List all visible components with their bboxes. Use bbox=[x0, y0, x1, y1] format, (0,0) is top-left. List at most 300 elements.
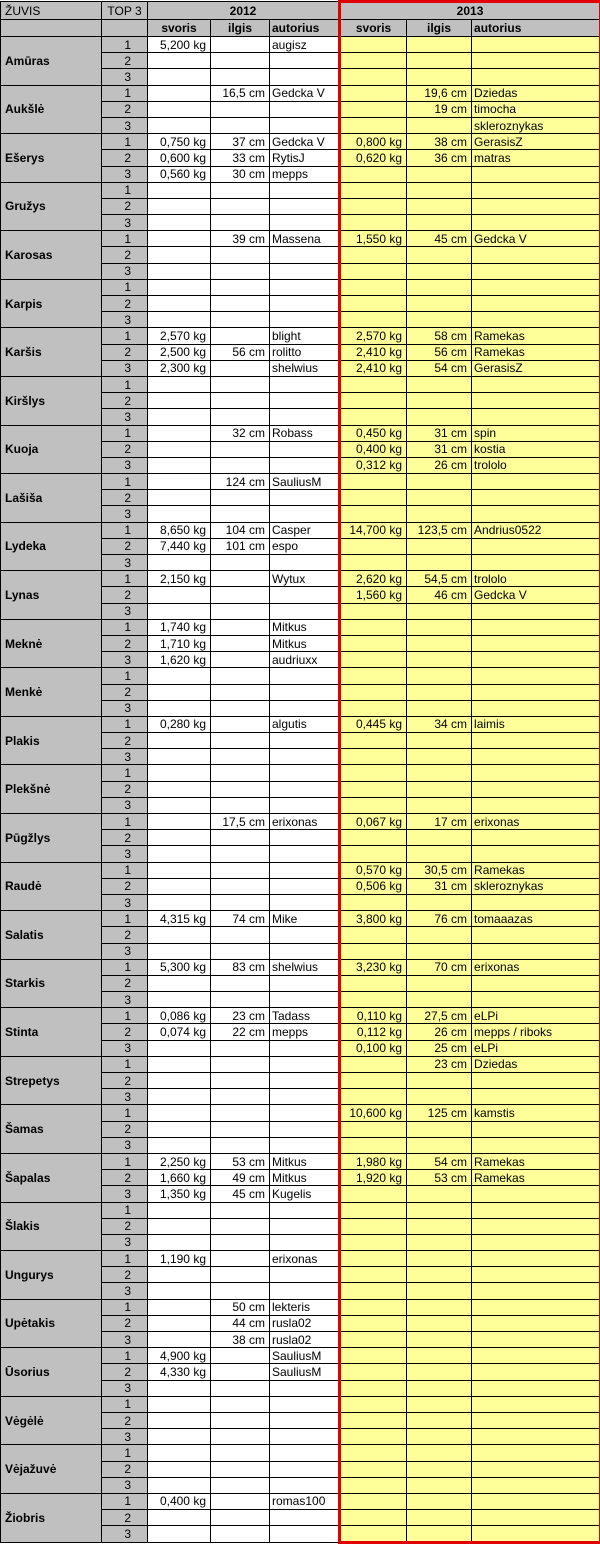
length-2013-cell bbox=[407, 1429, 472, 1445]
weight-2012-cell bbox=[148, 247, 211, 263]
length-2013-cell: 58 cm bbox=[407, 328, 472, 344]
table-row bbox=[1, 1396, 600, 1412]
table-row bbox=[1, 376, 600, 392]
weight-2013-cell bbox=[340, 1493, 407, 1509]
weight-2013-cell: 2,410 kg bbox=[340, 344, 407, 360]
length-2013-cell bbox=[407, 37, 472, 53]
weight-2013-cell: 14,700 kg bbox=[340, 522, 407, 538]
author-2013-cell bbox=[472, 1332, 600, 1348]
table-row bbox=[1, 571, 600, 587]
weight-2013-cell bbox=[340, 797, 407, 813]
author-2013-cell bbox=[472, 247, 600, 263]
length-2012-cell bbox=[211, 1251, 270, 1267]
rank-cell: 3 bbox=[102, 1380, 148, 1396]
table-row bbox=[1, 522, 600, 538]
weight-2012-header: svoris bbox=[148, 20, 211, 37]
rank-cell: 1 bbox=[102, 182, 148, 198]
rank-cell: 3 bbox=[102, 700, 148, 716]
author-2012-cell: augisz bbox=[270, 37, 340, 53]
author-2013-cell bbox=[472, 1364, 600, 1380]
weight-2013-cell: 0,400 kg bbox=[340, 441, 407, 457]
author-2012-cell bbox=[270, 749, 340, 765]
length-2013-cell bbox=[407, 1218, 472, 1234]
rank-cell: 3 bbox=[102, 555, 148, 571]
length-2012-cell bbox=[211, 1380, 270, 1396]
weight-2012-cell bbox=[148, 765, 211, 781]
weight-2013-cell: 0,506 kg bbox=[340, 878, 407, 894]
author-2013-cell bbox=[472, 1186, 600, 1202]
weight-2012-cell bbox=[148, 975, 211, 991]
rank-cell: 1 bbox=[102, 85, 148, 101]
length-2012-cell bbox=[211, 328, 270, 344]
fish-name: Šapalas bbox=[1, 1153, 102, 1202]
length-2013-cell bbox=[407, 846, 472, 862]
rank-cell: 3 bbox=[102, 1186, 148, 1202]
weight-2012-cell bbox=[148, 215, 211, 231]
rank-cell: 1 bbox=[102, 279, 148, 295]
fish-name: Amūras bbox=[1, 37, 102, 86]
rank-cell: 3 bbox=[102, 797, 148, 813]
author-2012-cell: mepps bbox=[270, 1024, 340, 1040]
author-2012-cell: Tadass bbox=[270, 1008, 340, 1024]
rank-cell: 2 bbox=[102, 1170, 148, 1186]
length-2012-cell bbox=[211, 878, 270, 894]
weight-2013-cell bbox=[340, 1332, 407, 1348]
weight-2013-cell bbox=[340, 652, 407, 668]
fish-name: Strepetys bbox=[1, 1056, 102, 1105]
weight-2012-cell bbox=[148, 425, 211, 441]
length-2013-cell bbox=[407, 490, 472, 506]
weight-2013-cell bbox=[340, 1510, 407, 1526]
author-2012-cell bbox=[270, 490, 340, 506]
author-2012-cell bbox=[270, 279, 340, 295]
author-2012-cell bbox=[270, 1412, 340, 1428]
rank-cell: 2 bbox=[102, 247, 148, 263]
weight-2012-cell bbox=[148, 376, 211, 392]
weight-2013-cell bbox=[340, 1267, 407, 1283]
weight-2013-cell bbox=[340, 635, 407, 651]
weight-2013-cell bbox=[340, 1121, 407, 1137]
rank-cell: 2 bbox=[102, 1510, 148, 1526]
weight-2012-cell: 7,440 kg bbox=[148, 538, 211, 554]
length-2012-cell bbox=[211, 441, 270, 457]
rank-cell: 3 bbox=[102, 506, 148, 522]
author-2013-cell bbox=[472, 1283, 600, 1299]
weight-2013-cell: 0,450 kg bbox=[340, 425, 407, 441]
weight-2012-cell: 2,500 kg bbox=[148, 344, 211, 360]
weight-2012-cell bbox=[148, 1380, 211, 1396]
length-2012-cell bbox=[211, 506, 270, 522]
fish-subheader-blank bbox=[1, 20, 102, 37]
length-2012-cell bbox=[211, 555, 270, 571]
length-2013-cell bbox=[407, 312, 472, 328]
table-row bbox=[1, 765, 600, 781]
author-2012-cell: Mitkus bbox=[270, 1153, 340, 1169]
table-row bbox=[1, 279, 600, 295]
author-2012-cell: Wytux bbox=[270, 571, 340, 587]
weight-2012-cell bbox=[148, 85, 211, 101]
length-2012-cell: 17,5 cm bbox=[211, 814, 270, 830]
length-2012-cell: 44 cm bbox=[211, 1315, 270, 1331]
length-2012-cell bbox=[211, 457, 270, 473]
length-2013-cell: 26 cm bbox=[407, 1024, 472, 1040]
weight-2012-cell bbox=[148, 1461, 211, 1477]
rank-cell: 2 bbox=[102, 684, 148, 700]
author-2013-cell bbox=[472, 619, 600, 635]
length-2013-cell bbox=[407, 1121, 472, 1137]
length-2013-cell bbox=[407, 182, 472, 198]
author-2012-cell bbox=[270, 1121, 340, 1137]
weight-2013-cell bbox=[340, 490, 407, 506]
author-2013-cell: laimis bbox=[472, 716, 600, 732]
weight-2013-cell: 3,230 kg bbox=[340, 959, 407, 975]
weight-2013-cell bbox=[340, 781, 407, 797]
weight-2012-cell: 0,074 kg bbox=[148, 1024, 211, 1040]
table-row bbox=[1, 814, 600, 830]
length-2013-cell bbox=[407, 1202, 472, 1218]
weight-2012-cell: 1,740 kg bbox=[148, 619, 211, 635]
length-2012-cell bbox=[211, 749, 270, 765]
rank-cell: 2 bbox=[102, 344, 148, 360]
length-2013-cell bbox=[407, 1493, 472, 1509]
rank-cell: 2 bbox=[102, 441, 148, 457]
table-row bbox=[1, 425, 600, 441]
weight-2013-cell: 0,312 kg bbox=[340, 457, 407, 473]
length-2012-cell: 45 cm bbox=[211, 1186, 270, 1202]
length-2013-cell: 31 cm bbox=[407, 441, 472, 457]
weight-2013-cell bbox=[340, 198, 407, 214]
weight-2012-cell bbox=[148, 1105, 211, 1121]
rank-cell: 3 bbox=[102, 312, 148, 328]
weight-2012-cell bbox=[148, 182, 211, 198]
length-2013-cell: 54,5 cm bbox=[407, 571, 472, 587]
length-2012-cell bbox=[211, 1121, 270, 1137]
length-2012-cell: 37 cm bbox=[211, 134, 270, 150]
fish-name: Lynas bbox=[1, 571, 102, 620]
weight-2013-cell bbox=[340, 668, 407, 684]
weight-2012-cell bbox=[148, 992, 211, 1008]
length-2012-cell bbox=[211, 263, 270, 279]
length-2013-cell bbox=[407, 927, 472, 943]
weight-2012-cell bbox=[148, 312, 211, 328]
length-2013-cell bbox=[407, 992, 472, 1008]
weight-2013-cell: 0,570 kg bbox=[340, 862, 407, 878]
length-2012-cell bbox=[211, 360, 270, 376]
length-2013-cell bbox=[407, 1477, 472, 1493]
weight-2013-cell bbox=[340, 37, 407, 53]
weight-2013-header: svoris bbox=[340, 20, 407, 37]
length-2012-cell bbox=[211, 716, 270, 732]
length-2012-cell bbox=[211, 37, 270, 53]
weight-2012-cell bbox=[148, 1283, 211, 1299]
author-2012-cell bbox=[270, 296, 340, 312]
length-2013-cell: 125 cm bbox=[407, 1105, 472, 1121]
weight-2013-cell bbox=[340, 247, 407, 263]
length-2013-cell bbox=[407, 1137, 472, 1153]
weight-2013-cell bbox=[340, 1089, 407, 1105]
weight-2012-cell bbox=[148, 797, 211, 813]
weight-2013-cell bbox=[340, 101, 407, 117]
weight-2012-cell: 0,750 kg bbox=[148, 134, 211, 150]
author-2013-cell: Dziedas bbox=[472, 1056, 600, 1072]
author-2013-cell bbox=[472, 198, 600, 214]
rank-cell: 2 bbox=[102, 927, 148, 943]
length-2013-cell: 34 cm bbox=[407, 716, 472, 732]
length-2013-cell bbox=[407, 409, 472, 425]
length-2012-cell: 16,5 cm bbox=[211, 85, 270, 101]
length-2012-cell bbox=[211, 53, 270, 69]
author-2012-cell bbox=[270, 894, 340, 910]
author-2013-cell: GerasisZ bbox=[472, 360, 600, 376]
length-2012-cell bbox=[211, 975, 270, 991]
length-2012-cell bbox=[211, 312, 270, 328]
weight-2013-cell bbox=[340, 1137, 407, 1153]
weight-2013-cell bbox=[340, 69, 407, 85]
length-2012-cell bbox=[211, 247, 270, 263]
weight-2012-cell bbox=[148, 555, 211, 571]
author-2013-cell: mepps / riboks bbox=[472, 1024, 600, 1040]
author-2012-cell bbox=[270, 830, 340, 846]
author-2012-cell bbox=[270, 312, 340, 328]
weight-2013-cell bbox=[340, 1073, 407, 1089]
author-2013-cell bbox=[472, 53, 600, 69]
weight-2013-cell bbox=[340, 700, 407, 716]
length-2013-header: ilgis bbox=[407, 20, 472, 37]
author-2012-cell bbox=[270, 555, 340, 571]
length-2012-cell: 104 cm bbox=[211, 522, 270, 538]
length-2013-cell bbox=[407, 635, 472, 651]
rank-cell: 3 bbox=[102, 1234, 148, 1250]
table-row bbox=[1, 911, 600, 927]
author-2013-cell bbox=[472, 1380, 600, 1396]
author-2013-cell: matras bbox=[472, 150, 600, 166]
weight-2013-cell: 1,560 kg bbox=[340, 587, 407, 603]
weight-2012-cell bbox=[148, 231, 211, 247]
length-2013-cell bbox=[407, 555, 472, 571]
fish-name: Upėtakis bbox=[1, 1299, 102, 1348]
length-2012-cell bbox=[211, 1461, 270, 1477]
length-2013-cell bbox=[407, 619, 472, 635]
weight-2012-cell bbox=[148, 1477, 211, 1493]
rank-cell: 1 bbox=[102, 619, 148, 635]
weight-2013-cell bbox=[340, 1056, 407, 1072]
length-2012-cell bbox=[211, 1073, 270, 1089]
length-2012-cell bbox=[211, 1234, 270, 1250]
author-2013-cell bbox=[472, 1315, 600, 1331]
fish-name: Plekšnė bbox=[1, 765, 102, 814]
author-2012-cell: rusla02 bbox=[270, 1332, 340, 1348]
length-2013-cell bbox=[407, 652, 472, 668]
author-2012-cell: espo bbox=[270, 538, 340, 554]
rank-cell: 2 bbox=[102, 393, 148, 409]
author-2012-cell bbox=[270, 1380, 340, 1396]
author-2012-cell: erixonas bbox=[270, 814, 340, 830]
rank-cell: 3 bbox=[102, 652, 148, 668]
author-2012-cell bbox=[270, 263, 340, 279]
weight-2013-cell bbox=[340, 1348, 407, 1364]
rank-cell: 1 bbox=[102, 668, 148, 684]
length-2012-cell bbox=[211, 668, 270, 684]
fish-name: Karšis bbox=[1, 328, 102, 377]
author-2013-cell: kostia bbox=[472, 441, 600, 457]
length-2013-cell bbox=[407, 1089, 472, 1105]
fish-name: Menkė bbox=[1, 668, 102, 717]
length-2012-cell bbox=[211, 215, 270, 231]
rank-cell: 3 bbox=[102, 846, 148, 862]
weight-2012-cell: 1,620 kg bbox=[148, 652, 211, 668]
author-2012-cell bbox=[270, 376, 340, 392]
length-2013-cell: 76 cm bbox=[407, 911, 472, 927]
table-row bbox=[1, 1299, 600, 1315]
length-2013-cell: 30,5 cm bbox=[407, 862, 472, 878]
weight-2012-cell bbox=[148, 927, 211, 943]
length-2013-cell: 70 cm bbox=[407, 959, 472, 975]
weight-2012-cell: 0,400 kg bbox=[148, 1493, 211, 1509]
author-2013-cell bbox=[472, 749, 600, 765]
author-2013-cell bbox=[472, 1526, 600, 1543]
weight-2013-cell bbox=[340, 603, 407, 619]
weight-2012-cell: 4,330 kg bbox=[148, 1364, 211, 1380]
length-2012-cell: 38 cm bbox=[211, 1332, 270, 1348]
weight-2013-cell bbox=[340, 1299, 407, 1315]
author-2013-cell bbox=[472, 1348, 600, 1364]
fish-records-body bbox=[1, 37, 600, 1543]
length-2012-cell bbox=[211, 619, 270, 635]
length-2012-cell bbox=[211, 781, 270, 797]
author-2013-cell bbox=[472, 668, 600, 684]
author-2013-cell bbox=[472, 490, 600, 506]
author-2013-cell: Ramekas bbox=[472, 1153, 600, 1169]
length-2012-cell bbox=[211, 684, 270, 700]
weight-2013-cell bbox=[340, 749, 407, 765]
author-2013-cell bbox=[472, 1234, 600, 1250]
length-2012-cell: 30 cm bbox=[211, 166, 270, 182]
rank-cell: 2 bbox=[102, 296, 148, 312]
table-row bbox=[1, 231, 600, 247]
rank-cell: 1 bbox=[102, 376, 148, 392]
author-2013-cell bbox=[472, 1510, 600, 1526]
length-2013-cell bbox=[407, 1412, 472, 1428]
weight-2012-cell bbox=[148, 878, 211, 894]
author-2013-cell bbox=[472, 700, 600, 716]
length-2012-cell bbox=[211, 992, 270, 1008]
length-2013-cell: 19,6 cm bbox=[407, 85, 472, 101]
length-2012-cell bbox=[211, 1105, 270, 1121]
length-2012-cell: 32 cm bbox=[211, 425, 270, 441]
length-2012-cell bbox=[211, 69, 270, 85]
length-2012-cell bbox=[211, 296, 270, 312]
rank-cell: 2 bbox=[102, 1267, 148, 1283]
weight-2012-cell bbox=[148, 1332, 211, 1348]
rank-cell: 2 bbox=[102, 830, 148, 846]
weight-2013-cell bbox=[340, 830, 407, 846]
rank-cell: 1 bbox=[102, 134, 148, 150]
weight-2013-cell bbox=[340, 85, 407, 101]
length-2013-cell bbox=[407, 1332, 472, 1348]
author-2012-cell bbox=[270, 1477, 340, 1493]
fish-name: Ūsorius bbox=[1, 1348, 102, 1397]
weight-2013-cell: 3,800 kg bbox=[340, 911, 407, 927]
author-2013-cell bbox=[472, 312, 600, 328]
length-2012-cell bbox=[211, 652, 270, 668]
length-2013-cell: 31 cm bbox=[407, 425, 472, 441]
fish-name: Ešerys bbox=[1, 134, 102, 183]
weight-2012-cell bbox=[148, 1315, 211, 1331]
weight-2012-cell bbox=[148, 587, 211, 603]
weight-2012-cell bbox=[148, 1121, 211, 1137]
length-2013-cell bbox=[407, 1380, 472, 1396]
author-2012-cell bbox=[270, 1040, 340, 1056]
rank-cell: 1 bbox=[102, 425, 148, 441]
rank-cell: 1 bbox=[102, 231, 148, 247]
author-2012-cell: audriuxx bbox=[270, 652, 340, 668]
author-2013-cell: GerasisZ bbox=[472, 134, 600, 150]
length-2013-cell bbox=[407, 376, 472, 392]
author-2012-cell bbox=[270, 101, 340, 117]
length-2012-cell: 33 cm bbox=[211, 150, 270, 166]
rank-cell: 1 bbox=[102, 1202, 148, 1218]
weight-2013-cell: 1,980 kg bbox=[340, 1153, 407, 1169]
length-2012-header: ilgis bbox=[211, 20, 270, 37]
rank-cell: 2 bbox=[102, 733, 148, 749]
rank-cell: 2 bbox=[102, 975, 148, 991]
length-2013-cell: 19 cm bbox=[407, 101, 472, 117]
length-2013-cell bbox=[407, 69, 472, 85]
weight-2013-cell: 2,620 kg bbox=[340, 571, 407, 587]
length-2012-cell: 83 cm bbox=[211, 959, 270, 975]
author-2013-cell bbox=[472, 166, 600, 182]
weight-2012-cell bbox=[148, 603, 211, 619]
weight-2012-cell bbox=[148, 53, 211, 69]
length-2013-cell bbox=[407, 279, 472, 295]
weight-2012-cell bbox=[148, 668, 211, 684]
author-2013-cell: skleroznykas bbox=[472, 117, 600, 133]
fish-name: Šamas bbox=[1, 1105, 102, 1154]
weight-2013-cell bbox=[340, 1526, 407, 1543]
author-2013-cell bbox=[472, 684, 600, 700]
rank-cell: 1 bbox=[102, 328, 148, 344]
rank-cell: 3 bbox=[102, 1332, 148, 1348]
length-2012-cell: 39 cm bbox=[211, 231, 270, 247]
weight-2012-cell bbox=[148, 1412, 211, 1428]
rank-cell: 1 bbox=[102, 1348, 148, 1364]
weight-2012-cell bbox=[148, 1396, 211, 1412]
table-row bbox=[1, 959, 600, 975]
weight-2013-cell bbox=[340, 894, 407, 910]
author-2012-cell: Gedcka V bbox=[270, 134, 340, 150]
weight-2012-cell bbox=[148, 894, 211, 910]
weight-2012-cell bbox=[148, 943, 211, 959]
rank-cell: 1 bbox=[102, 862, 148, 878]
length-2012-cell bbox=[211, 1267, 270, 1283]
rank-cell: 1 bbox=[102, 1153, 148, 1169]
length-2012-cell: 101 cm bbox=[211, 538, 270, 554]
rank-cell: 1 bbox=[102, 1299, 148, 1315]
length-2012-cell bbox=[211, 1396, 270, 1412]
author-2012-cell bbox=[270, 1283, 340, 1299]
weight-2012-cell bbox=[148, 1202, 211, 1218]
rank-cell: 1 bbox=[102, 1396, 148, 1412]
length-2012-cell bbox=[211, 279, 270, 295]
rank-cell: 1 bbox=[102, 474, 148, 490]
weight-2013-cell bbox=[340, 1380, 407, 1396]
author-2013-cell bbox=[472, 1267, 600, 1283]
length-2012-cell bbox=[211, 1202, 270, 1218]
length-2012-cell bbox=[211, 830, 270, 846]
rank-cell: 2 bbox=[102, 635, 148, 651]
rank-cell: 3 bbox=[102, 409, 148, 425]
author-2013-cell: Ramekas bbox=[472, 862, 600, 878]
